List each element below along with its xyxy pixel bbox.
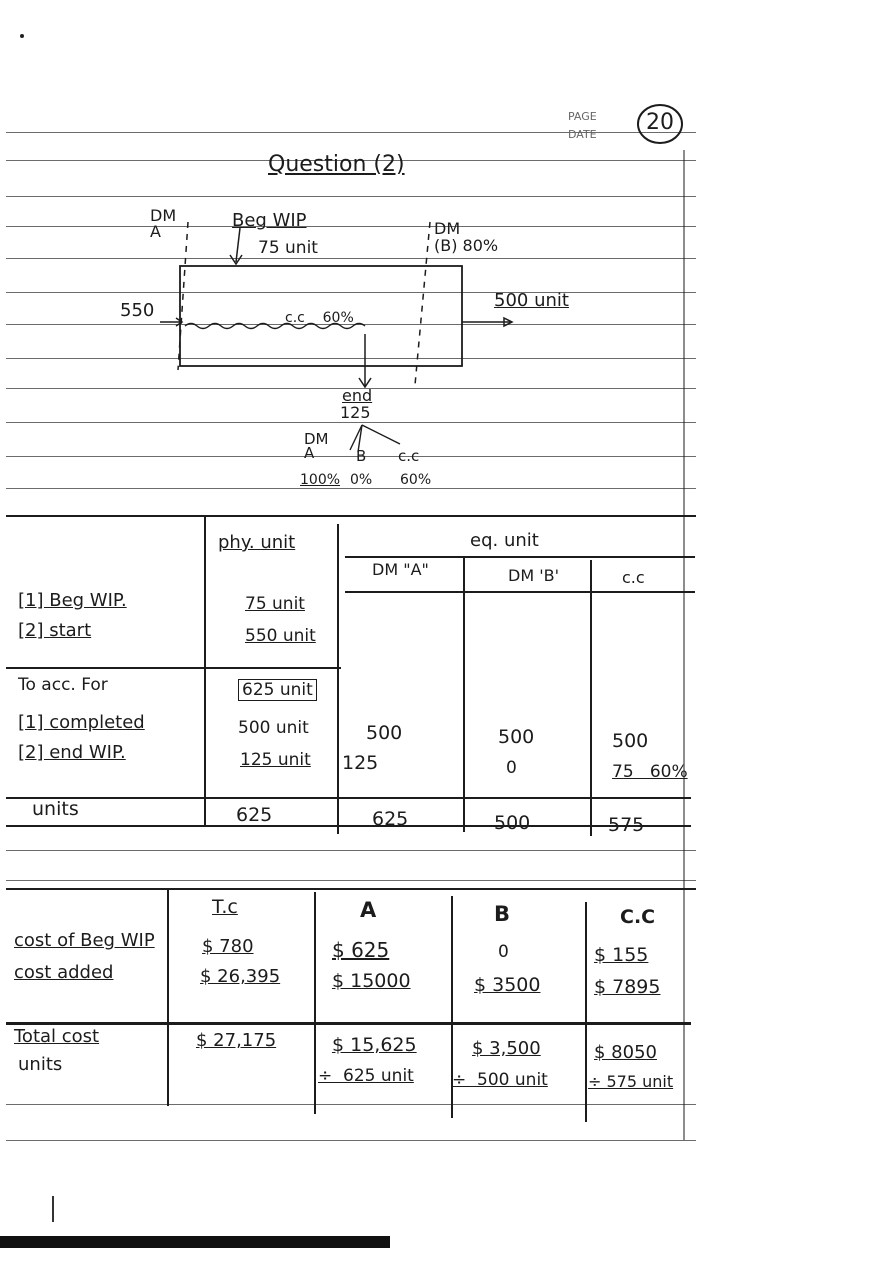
units-row-dm-b: 500 — [498, 726, 535, 748]
cost-row-cc: $ 7895 — [594, 976, 661, 998]
tc-header: T.c — [212, 896, 238, 918]
ruled-line — [6, 880, 696, 881]
diagram-pct-a: 100% — [300, 472, 341, 488]
units-row-phy: 625 — [236, 804, 273, 826]
units-row-cc: 575 — [608, 814, 645, 836]
cost-row-a: $ 15000 — [332, 970, 411, 992]
page-title: Question (2) — [268, 152, 405, 177]
units-row-label: To acc. For — [18, 675, 108, 695]
scan-edge-shadow — [0, 1236, 390, 1248]
ruled-line — [6, 1140, 696, 1141]
page-number: 20 — [646, 110, 674, 135]
cost-row-tc: $ 780 — [202, 936, 254, 957]
units-row-cc: 75 60% — [612, 762, 688, 782]
units-row-dm-b: 0 — [506, 758, 517, 778]
cost-row-label: Total cost — [14, 1026, 100, 1047]
diagram-pct-b: 0% — [350, 472, 373, 488]
diagram-input: 550 — [120, 300, 155, 321]
cost-row-a: $ 625 — [332, 938, 390, 962]
cost-row-tc: $ 26,395 — [200, 966, 281, 987]
cost-row-cc: ÷ 575 unit — [588, 1072, 674, 1091]
cost-table-divider — [585, 902, 587, 1122]
units-table-bottom-line — [6, 825, 691, 827]
units-row-phy: 500 unit — [238, 718, 309, 738]
page-label: PAGE — [568, 110, 597, 123]
eq-unit-subheader-line — [345, 591, 695, 593]
units-table-divider — [590, 560, 592, 836]
units-row-dm-a: 500 — [366, 722, 403, 744]
units-row-phy: 125 unit — [240, 750, 311, 770]
units-row-phy: 75 unit — [245, 594, 305, 614]
cost-row-a: ÷ 625 unit — [318, 1066, 414, 1086]
units-table-total-line — [6, 797, 691, 799]
diagram-end-units: 125 — [340, 403, 371, 422]
units-table-divider — [463, 556, 465, 832]
diagram-dm-b: DM (B) 80% — [434, 219, 499, 255]
dm-a-header: DM "A" — [372, 560, 429, 579]
units-row-label: [1] Beg WIP. — [18, 590, 127, 611]
cost-row-b: 0 — [498, 942, 509, 962]
cost-row-b: $ 3,500 — [472, 1038, 541, 1059]
phy-unit-header: phy. unit — [218, 532, 296, 553]
diagram-end-dm: DM A — [304, 430, 329, 462]
units-row-phy: 625 unit — [238, 679, 317, 701]
units-row-phy: 550 unit — [245, 626, 316, 646]
cost-row-b: ÷ 500 unit — [452, 1070, 548, 1090]
diagram-end-cc: c.c — [398, 447, 420, 465]
scan-mark — [52, 1196, 54, 1222]
units-row-dm-b: 500 — [494, 812, 531, 834]
cost-row-tc: $ 27,175 — [196, 1030, 277, 1051]
diagram-cc-note: c.c 60% — [285, 310, 354, 326]
dm-b-header: DM 'B' — [508, 566, 559, 585]
cc-header: c.c — [622, 568, 645, 587]
diagram-pct-cc: 60% — [400, 472, 432, 488]
diagram-output: 500 unit — [494, 290, 569, 311]
units-table-top-line — [6, 515, 696, 517]
units-row-label: [2] end WIP. — [18, 742, 126, 763]
eq-unit-header-line — [345, 556, 695, 558]
cost-table-top-line — [6, 888, 696, 890]
diagram-end-b: B — [356, 447, 367, 465]
cost-row-cc: $ 155 — [594, 944, 649, 966]
units-row-label: [1] completed — [18, 712, 145, 733]
cost-row-cc: $ 8050 — [594, 1042, 657, 1063]
cost-table-total-line — [6, 1022, 691, 1025]
b-header: B — [494, 902, 511, 926]
units-row-label: units — [32, 798, 79, 820]
cc-header: C.C — [620, 906, 656, 928]
units-row-label: [2] start — [18, 620, 92, 641]
date-label: DATE — [568, 128, 597, 141]
diagram-end-label: end — [342, 386, 373, 405]
units-row-dm-a: 125 — [342, 752, 379, 774]
diagram-beg-units: 75 unit — [258, 238, 318, 258]
diagram-beg-wip: Beg WIP — [232, 210, 307, 231]
cost-row-label: cost added — [14, 962, 114, 983]
units-table-divider — [337, 524, 339, 834]
scan-dot — [20, 34, 24, 38]
cost-row-label: units — [18, 1054, 63, 1075]
units-table-divider — [204, 515, 206, 827]
ruled-line — [6, 1104, 696, 1105]
cost-row-b: $ 3500 — [474, 974, 541, 996]
units-row-dm-a: 625 — [372, 808, 409, 830]
a-header: A — [360, 898, 377, 922]
eq-unit-header: eq. unit — [470, 530, 539, 551]
cost-table-divider — [314, 892, 316, 1114]
process-flow-diagram — [0, 0, 893, 520]
to-account-line — [6, 667, 341, 669]
ruled-line — [6, 850, 696, 851]
cost-table-divider — [167, 890, 169, 1106]
units-row-cc: 500 — [612, 730, 649, 752]
cost-row-label: cost of Beg WIP — [14, 930, 155, 951]
diagram-dm-a: DM A — [150, 206, 177, 241]
cost-row-a: $ 15,625 — [332, 1034, 417, 1056]
